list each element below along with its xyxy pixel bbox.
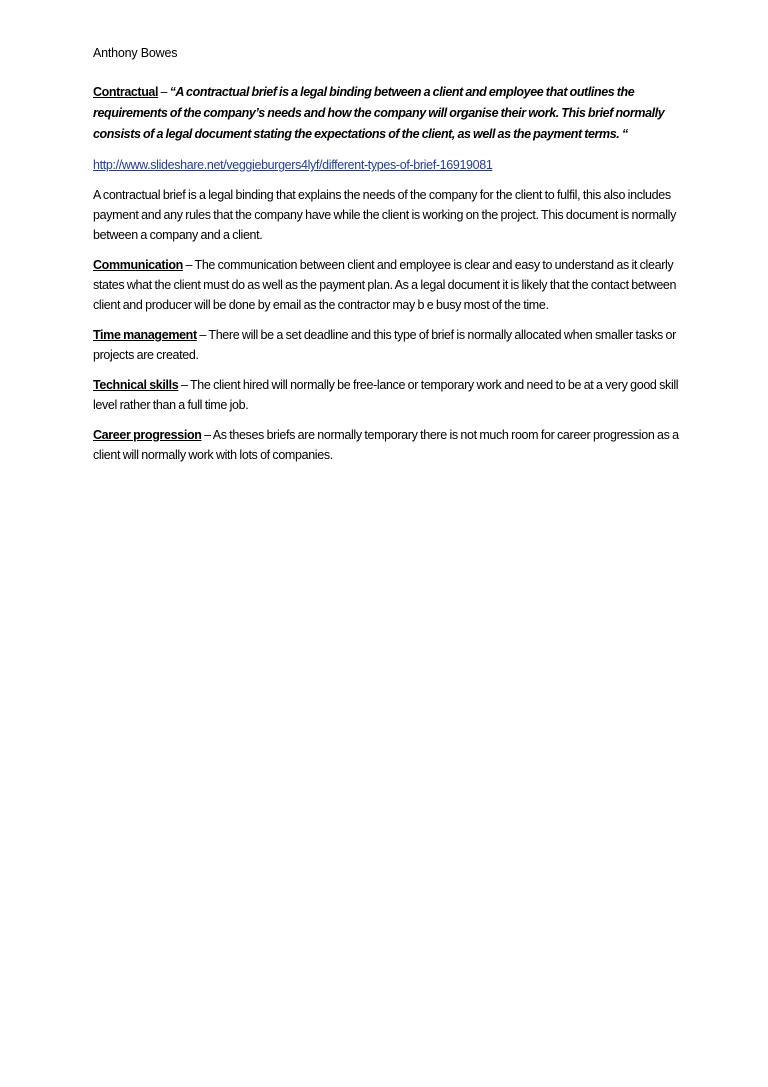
contractual-quote: “A contractual brief is a legal binding between a client and employee that outlines the requirements of the company’s needs and how the company will organise their work. This brief normally consists of a legal document stating the expectations of the client, as well as the payment terms. “ bbox=[93, 85, 665, 141]
technical-skills-text: The client hired will normally be free-lance or temporary work and need to be at a very good skill level rather than a full time job. bbox=[93, 378, 679, 412]
time-management-heading: Time management bbox=[93, 328, 197, 342]
contractual-paragraph bbox=[93, 82, 683, 145]
technical-skills-heading: Technical skills bbox=[93, 378, 179, 392]
document-body bbox=[93, 44, 683, 475]
time-management-paragraph bbox=[93, 325, 683, 365]
source-link-paragraph bbox=[93, 155, 683, 175]
career-progression-text: As theses briefs are normally temporary there is not much room for career progression as a client will normally work with lots of companies. bbox=[93, 428, 679, 462]
source-link[interactable]: http://www.slideshare.net/veggieburgers4lyf/different-types-of-brief-16919081 bbox=[93, 158, 493, 172]
time-management-separator: – bbox=[196, 328, 209, 342]
career-progression-separator: – bbox=[201, 428, 213, 442]
time-management-text: There will be a set deadline and this type of brief is normally allocated when smaller tasks or projects are created. bbox=[93, 328, 676, 362]
contractual-heading: Contractual bbox=[93, 85, 159, 99]
communication-heading: Communication bbox=[93, 258, 183, 272]
contractual-separator: – bbox=[158, 85, 170, 99]
summary-paragraph: A contractual brief is a legal binding that explains the needs of the company for the client to fulfil, this also includes payment and any rules that the company have while the client is working on the project. This document is normally between a company and a client. bbox=[93, 188, 676, 242]
communication-separator: – bbox=[182, 258, 195, 272]
technical-skills-separator: – bbox=[178, 378, 191, 392]
career-progression-paragraph bbox=[93, 425, 683, 465]
career-progression-heading: Career progression bbox=[93, 428, 202, 442]
author-name: Anthony Bowes bbox=[93, 46, 178, 60]
technical-skills-paragraph bbox=[93, 375, 683, 415]
communication-text: The communication between client and employee is clear and easy to understand as it clearly states what the client must do as well as the payment plan. As a legal document it is likely that the contact between client and producer will be done by email as the contractor may b e busy most of the time. bbox=[93, 258, 677, 312]
communication-paragraph bbox=[93, 255, 683, 315]
